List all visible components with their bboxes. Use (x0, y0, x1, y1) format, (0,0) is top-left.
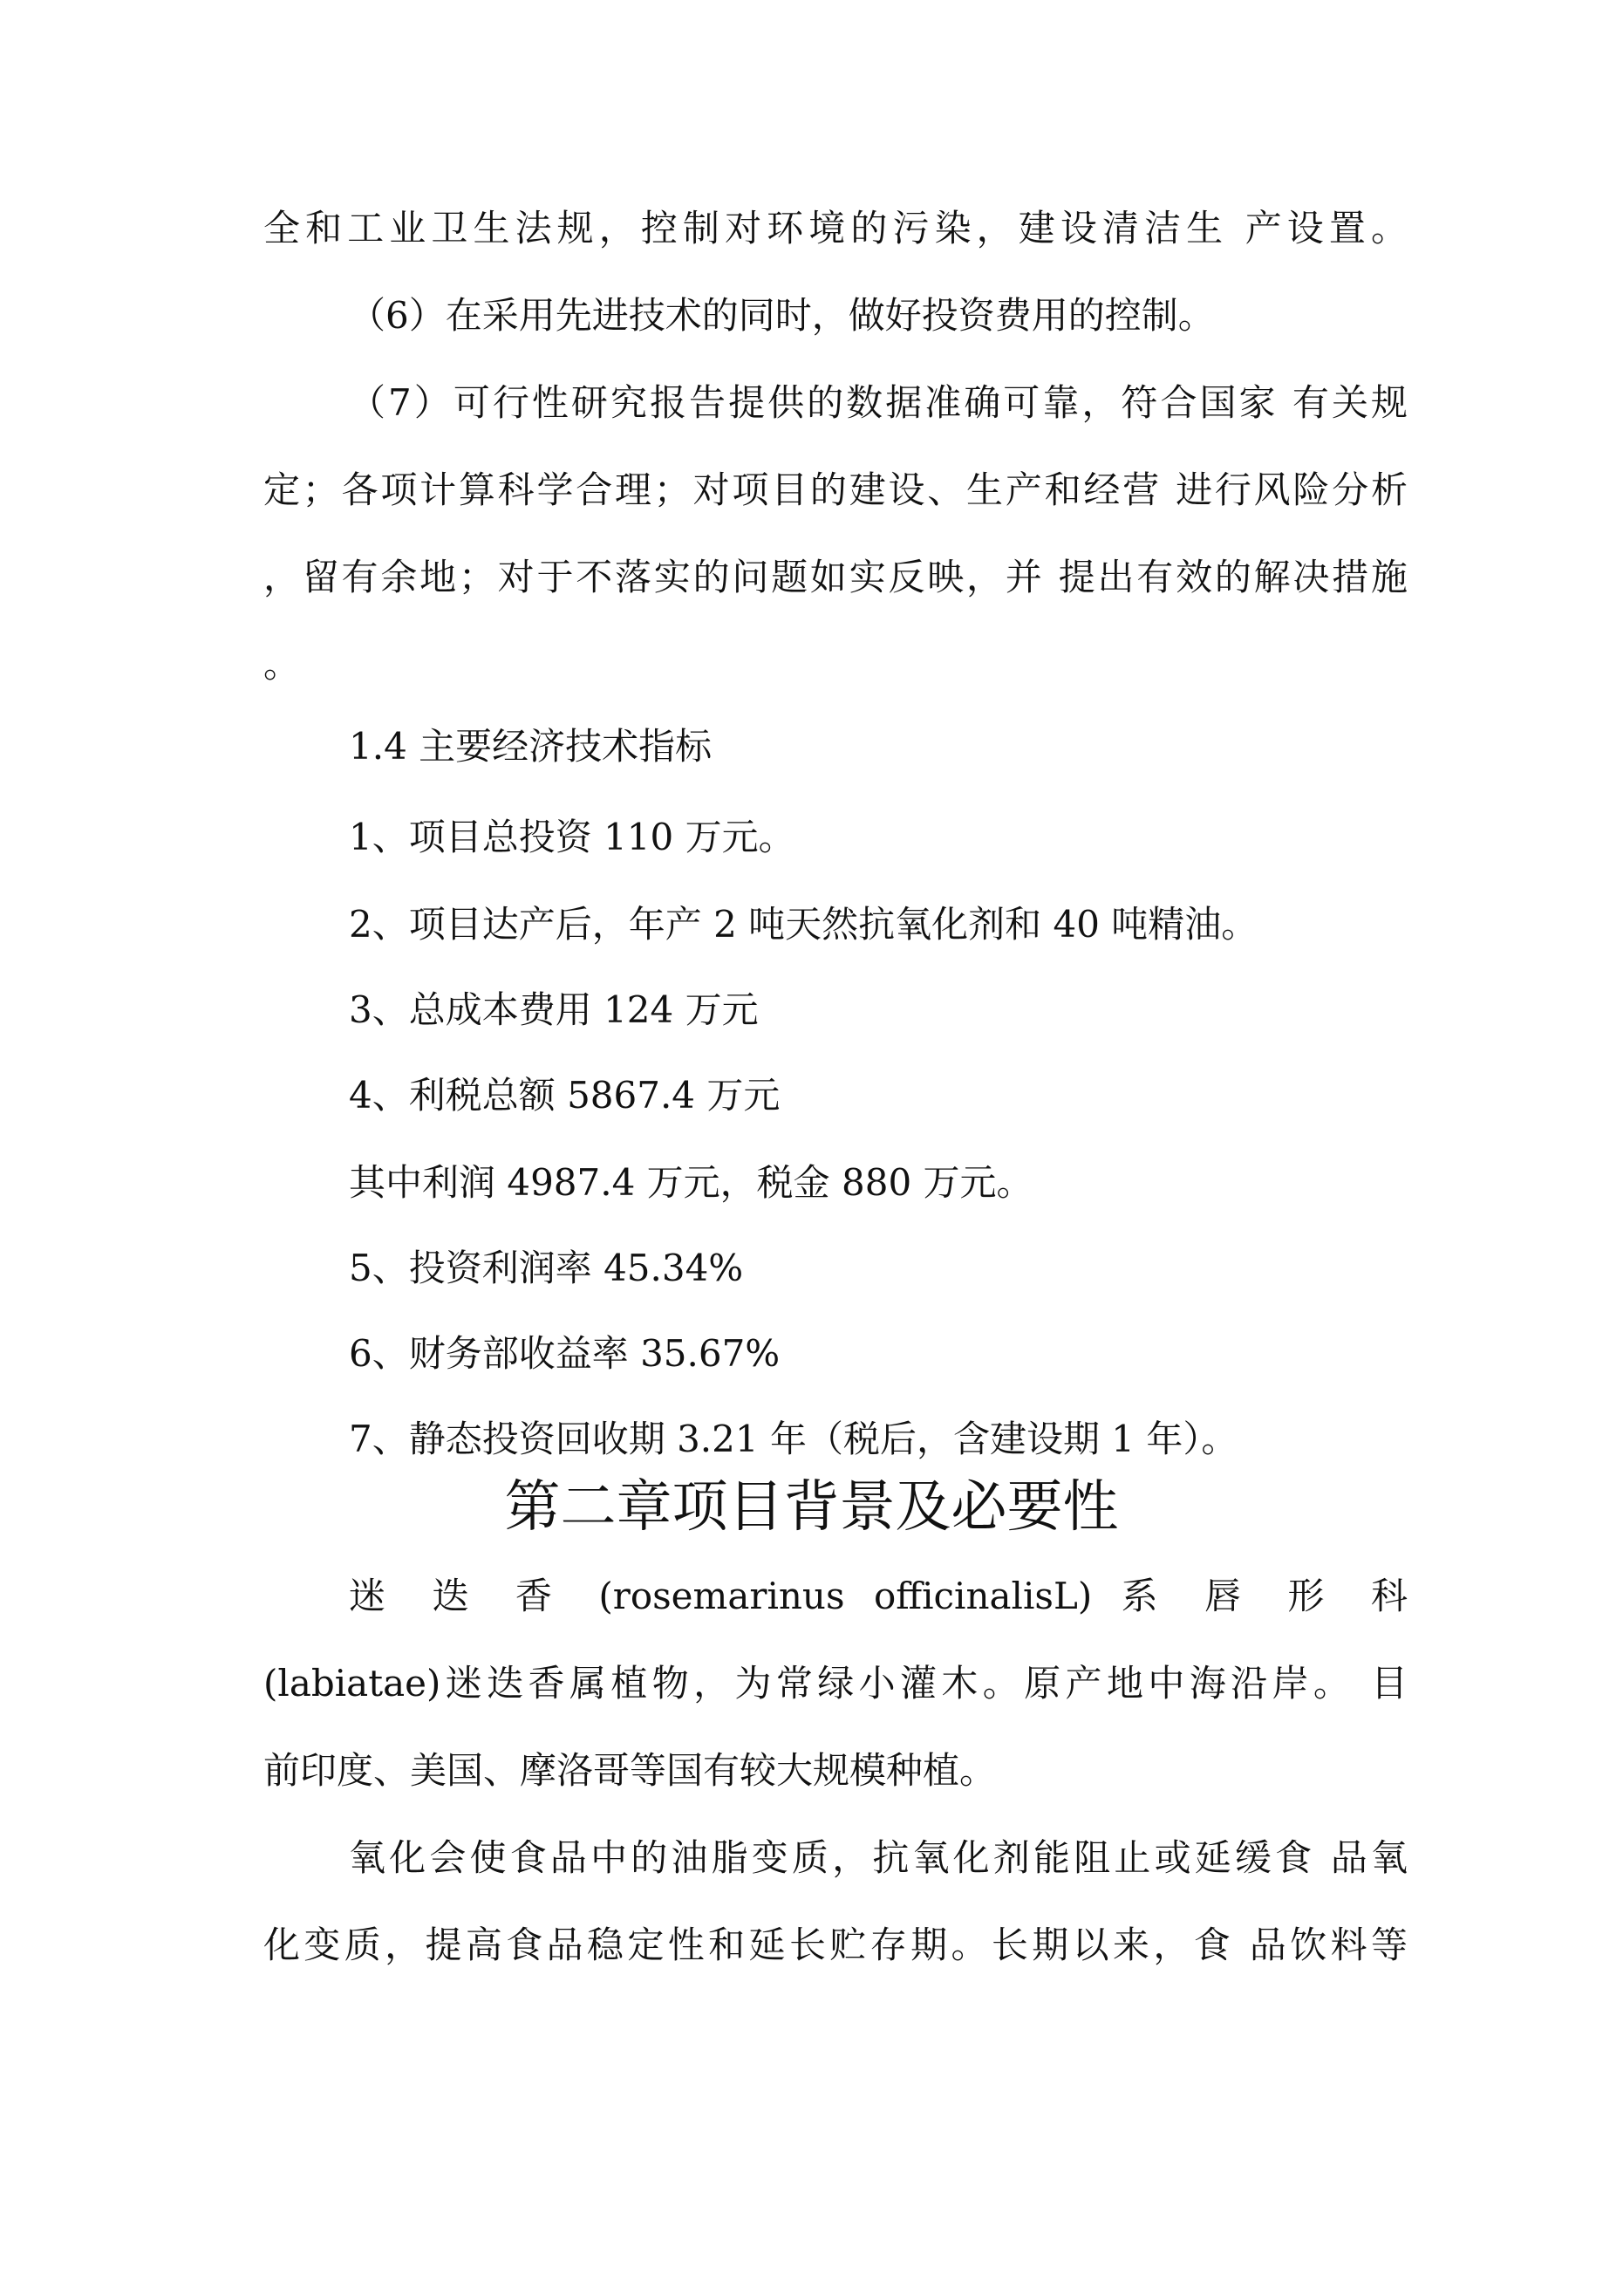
chapter-para2-line-2: 化变质，提高食品稳定性和延长贮存期。长期以来，食 品饮料等 (263, 1924, 1408, 1966)
item-6: （6）在采用先进技术的同时，做好投资费用的控制。 (349, 294, 1215, 337)
item-7-line-3: ，留有余地；对于不落实的问题如实反映，并 提出有效的解决措施 (263, 556, 1408, 598)
chapter-para1-line-1: 迷 迭 香 (rosemarinus officinalisL) 系 唇 形 科 (349, 1575, 1408, 1617)
chapter-para1-line-2: (labiatae)迷迭香属植物，为常绿小灌木。原产地中海沿岸。 目 (263, 1662, 1408, 1705)
indicator-6: 6、财务部收益率 35.67% (349, 1332, 781, 1375)
indicator-7: 7、静态投资回收期 3.21 年（税后，含建设期 1 年）。 (349, 1418, 1238, 1460)
section-heading: 1.4 主要经济技术指标 (349, 725, 713, 768)
chapter-para1-line-3: 前印度、美国、摩洛哥等国有较大规模种植。 (263, 1749, 997, 1792)
indicator-1: 1、项目总投资 110 万元。 (349, 816, 795, 858)
paragraph-continuation: 全和工业卫生法规，控制对环境的污染，建设清洁生 产设置。 (263, 207, 1408, 249)
indicator-3: 3、总成本费用 124 万元 (349, 988, 759, 1031)
item-7-line-1: （7）可行性研究报告提供的数据准确可靠，符合国家 有关规 (349, 381, 1408, 424)
indicator-4: 4、利税总额 5867.4 万元 (349, 1074, 781, 1117)
chapter-para2-line-1: 氧化会使食品中的油脂变质，抗氧化剂能阻止或延缓食 品氧 (349, 1836, 1408, 1879)
indicator-4-detail: 其中利润 4987.4 万元，税金 880 万元。 (349, 1161, 1033, 1204)
indicator-5: 5、投资利润率 45.34% (349, 1247, 744, 1289)
item-7-line-2: 定；各项计算科学合理；对项目的建设、生产和经营 进行风险分析 (263, 468, 1408, 511)
chapter-title: 第二章项目背景及必要性 (504, 1475, 1119, 1540)
item-7-line-4: 。 (263, 643, 301, 686)
indicator-2: 2、项目达产后，年产 2 吨天然抗氧化剂和 40 吨精油。 (349, 903, 1258, 946)
